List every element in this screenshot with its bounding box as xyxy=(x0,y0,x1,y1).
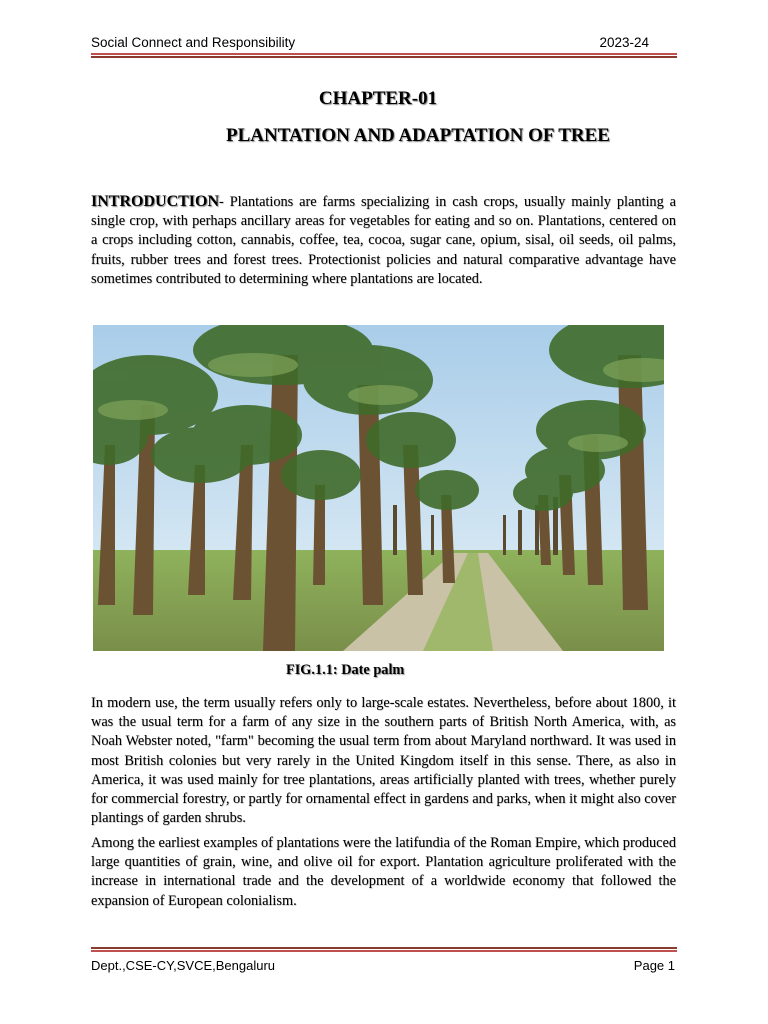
intro-lead: INTRODUCTION xyxy=(91,193,220,210)
header-rule-dark xyxy=(91,56,677,58)
date-palm-photo xyxy=(93,325,664,651)
chapter-title: PLANTATION AND ADAPTATION OF TREE xyxy=(226,125,610,146)
intro-paragraph xyxy=(91,192,676,289)
footer-dept: Dept.,CSE-CY,SVCE,Bengaluru xyxy=(91,958,276,973)
paragraph-modern-use: In modern use, the term usually refers only to large-scale estates. Nevertheless, before about 1800, it was the usual term for a farm of any size in the southern parts of British North America, with, as Noah Webster noted, "farm" becoming the usual term from about Maryland northward. It was used in most British colonies but very rarely in the United Kingdom itself in this sense. There, as also in America, it was used mainly for tree plantations, areas artificially planted with trees, whether purely for commercial forestry, or partly for ornamental effect in gardens and parks, when it might also cover plantings of garden shrubs. xyxy=(91,695,676,827)
chapter-number: CHAPTER-01 xyxy=(318,88,438,109)
page-header xyxy=(91,33,677,53)
footer-rule xyxy=(91,950,677,952)
paragraph-earliest-examples: Among the earliest examples of plantations were the latifundia of the Roman Empire, which produced large quantities of grain, wine, and olive oil for export. Plantation agriculture proliferated with the increase in international trade and the development of a worldwide economy that followed the expansion of European colonialism. xyxy=(91,835,676,909)
header-title: Social Connect and Responsibility xyxy=(91,35,296,50)
header-year: 2023-24 xyxy=(599,35,649,50)
header-rule xyxy=(91,53,677,55)
figure-caption: FIG.1.1: Date palm xyxy=(286,662,405,678)
footer-rule-dark xyxy=(91,947,677,949)
intro-text: - Plantations are farms specializing in cash crops, usually mainly planting a single crop, with perhaps ancillary areas for vegetables for eating and so on. Plantations, centered on a crops including cotton, cannabis, coffee, tea, cocoa, sugar cane, opium, sisal, oil seeds, oil palms, fruits, rubber trees and forest trees. Protectionist policies and natural comparative advantage have sometimes contributed to determining where plantations are located. xyxy=(91,194,676,287)
page-number: Page 1 xyxy=(633,958,675,973)
